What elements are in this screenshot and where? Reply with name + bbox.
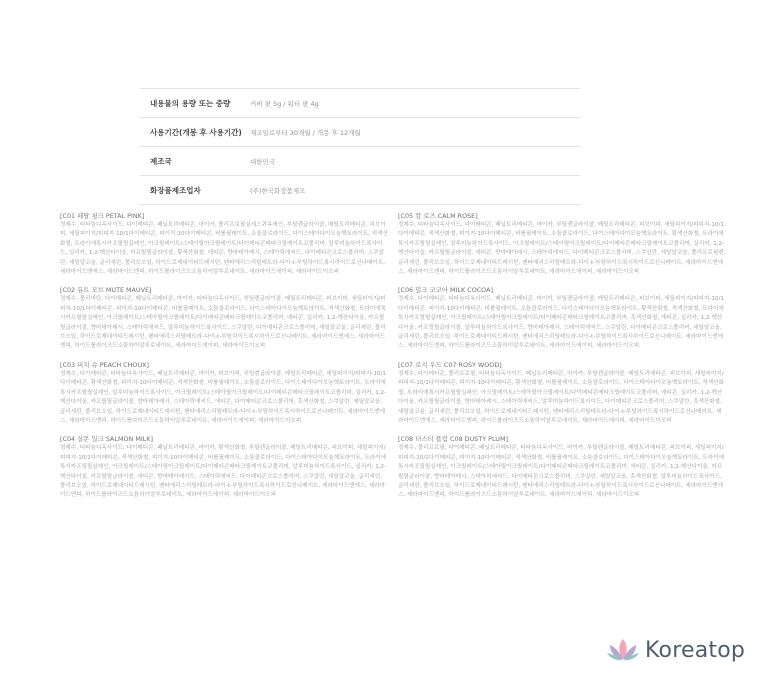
ingredients-left-column — [60, 212, 388, 510]
info-row-manufacturer — [140, 176, 580, 205]
product-info-table — [140, 88, 580, 205]
shade-title: [C07 로지 우드 C07 ROSY WOOD] — [398, 360, 502, 369]
ingredient-list: 정제수, 폴리프로필, 다이메티콘, 페닐트리메티콘, 티타늄디옥사이드, 마이카, 부틸렌글라이콜, 메틸트리메티콘, 피브이피, 세틸피이지/피피지-10/1다이메티콘, 피이지-10다이메티콘, 적색산화철, 비롤필레이트, 소듐클로라이드, 다이스테아다이모늄헥토라이트, 트라이에톡시카프릴릴실레인, 아크릴레이트/스테아릴아크릴레이트/다이메티콘메타크릴레이트코폴리머, 에티콘, 실리카, 1,2-헥산다이올, 카프릴릴글라이콜, 향마테아레시, 스테아릭애씨드, 다이메티콘크로스폴리머, 스쿠알란, 세틸알코올, 흑색산화철, 알루미늄하이드록사이드, 글리세린, 폴리브오일, 하이드로제네이티드레시틴, 펜타에리스리틸테트라-다이-t-부틸하이드록시하이드로신나메이트, 세라마이드엔에스, 세라마이드엔피, 하이드롤라이즈드소듐하이알루로네이트, 세라마이드에이피, 세라마이드이오피 — [398, 445, 725, 499]
logo-text: Koreatop — [645, 637, 746, 663]
ingredient-section-c02 — [60, 286, 388, 351]
info-row-volume — [140, 89, 580, 118]
ingredient-list: 정제수, 티타늄디옥사이드, 다이메티콘, 페닐트리메티콘, 마이카, 황색산화철, 부틸렌글라이콜, 메틸트리메티콘, 피브이피, 세틸피이지/피피지-10/1다이메티콘, 적색산화철, 피이지-10다이메티콘, 비롤필레이트, 소듐클로라이드, 다이스테아다이모늄헥토라이트, 트라이에톡시카프릴릴실레인, 아크릴레이트/스테아릴아크릴레이트/다이메티콘메타크릴레이트코폴리머, 알루미늄하이드록사이드, 실리카, 1,2-헥산다이올, 카프릴릴글라이콜, 에티콘, 향마테아레시드, 스테아릭애씨드, 다이메티콘크로스폴리머, 스쿠알란, 세틸알코올, 글리세린, 폴리브오일, 하이드로제네이티드레시틴, 펜타에리스리틸테트라-다이-t-부틸하이드록시하이드로신나메이트, 세라마이드엔에스, 세라마이드엔피, 하이드롤라이즈드소듐하이알루로네이트, 세라마이드에이피, 세라마이드이오피 — [60, 445, 387, 499]
ingredient-list: 정제수, 다이메티콘, 폴리프로필, 티타늄디옥사이드, 페닐트리메티콘, 마이카, 부틸렌글라이콜, 메틸트리메티콘, 피브이피, 세틸피이지/피피지-10/1다이메티콘, 피이지-10다이메티콘, 황색산화철, 비롤필레이트, 소듐클로라이드, 다이스테아다이모늄헥토라이트, 적색산화철, 트라이에톡시카프릴릴실레인, 아크릴레이트/스테아릴아크릴레이트/다이메티콘메타크릴레이트코폴리머, 에티콘, 실리카, 1,2-헥산다이올, 카프릴릴글라이콜, 향마테아레시, 스테아릭애씨드, 알루미늄하이드록사이드, 다이메티콘크로스폴리머, 스쿠알란, 흑색산화철, 세틸알코올, 글리세린, 폴리브오일, 하이드로제네이티드레시틴, 펜타에리스리틸테트라-다이-t-부틸하이드록시하이드로신나메이트, 세라마이드엔에스, 세라마이드엔피, 하이드롤라이즈드소듐하이알루로네이트, 세라마이드에이피, 세라마이드이오피 — [398, 370, 725, 424]
shade-title: [C01 페탈 핑크 PETAL PINK] — [60, 212, 145, 220]
ingredient-list: 정제수, 다이메티콘, 티타늄디옥사이드, 페닐트리메티콘, 마이카, 피브이피, 부틸렌글라이콜, 메틸트리메티콘, 세틸피이지/피피지-10/1다이메티콘, 황색산화철, 피이지-10다이메티콘, 적색산화철, 비롤필레이트, 소듐클로라이드, 다이스테아다이모늄헥토라이트, 트라이에톡시카프릴릴실레인, 알루미늄하이드록사이드, 아크릴레이트/스테아릴아크릴레이트/다이메티콘메타크릴레이트코폴리머, 실리카, 1,2-헥산다이올, 카프릴릴글라이콜, 향마테아레시, 스테아릭애씨드, 에티콘, 다이메티콘크로스폴리머, 흑색산화철, 스쿠알란, 세틸알코올, 글리세린, 폴리브오일, 하이드로제네이티드레시틴, 펜타에리스리틸테트라-다이-t-부틸하이드록시하이드로신나메이트, 세라마이드엔에스, 세라마이드엔피, 하이드롤라이즈드소듐하이알루로네이트, 세라마이드에이피, 세라마이드이오피 — [60, 370, 387, 424]
info-row-usage-period — [140, 118, 580, 147]
ingredient-section-c05 — [398, 212, 726, 277]
ingredient-section-c01 — [60, 212, 388, 277]
lotus-icon — [606, 636, 640, 664]
shade-title: [C06 밀크 코코아 MILK COCOA] — [398, 286, 493, 295]
ingredient-list: 정제수, 폴리마탄, 다이메티콘, 페닐트리메티콘, 마이카, 티타늄디옥사이드, 부틸렌글라이콜, 메틸트리메티콘, 피브이피, 세틸피이지/피피지-10/1다이메티콘, 피이지-10다이메티콘, 비롤필레이트, 소듐클로라이드, 다이스테아다이모늄헥토라이트, 적색산화철, 트라이에톡시카프릴릴실레인, 아크릴레이트/스테아릴아크릴레이트/다이메티콘메타크릴레이트코폴리머, 에티콘, 실리카, 1,2-헥산다이올, 카프릴릴글라이콜, 향마테아레시, 스테아릭애씨드, 알루미늄하이드록사이드, 스쿠알란, 다이메티콘크로스폴리머, 세틸알코올, 글리세린, 폴리브오일, 하이드로제네이티드레시틴, 펜타에리스리틸테트라-다이-t-부틸하이드록시하이드로신나메이트, 세라마이드엔에스, 세라마이드엔피, 하이드롤라이즈드소듐하이알루로네이트, 세라마이드에이피, 세라마이드이오피 — [60, 296, 387, 350]
info-value: 제조일로부터 30개월 / 개봉 후 12개월 — [250, 128, 361, 137]
ingredient-section-c04 — [60, 435, 388, 500]
info-label: 화장품제조업자 — [150, 185, 201, 195]
shade-title: [C02 뮤트 모브 MUTE MAUVE] — [60, 286, 152, 295]
shade-title: [C04 살몬 밀크 SALMON MILK] — [60, 435, 153, 444]
ingredient-list: 정제수, 다이메티콘, 티타늄디옥사이드, 페닐트리메티콘, 마이카, 부틸렌글라이콜, 메틸트리메티콘, 피브이피, 세틸피이지/피피지-10/1다이메티콘, 피이지-10다이메티콘, 비롤필레이트, 소듐클로라이드, 다이스테아다이모늄헥토라이트, 황색산화철, 적색산화철, 트라이에톡시카프릴릴실레인, 아크릴레이트/스테아릴아크릴레이트/다이메티콘메타크릴레이트코폴리머, 흑색산화철, 에티콘, 실리카, 1,2-헥산다이올, 카프릴릴글라이콜, 알루미늄하이드록사이드, 향마테아레시, 스테아릭애씨드, 스쿠알란, 다이메티콘크로스폴리머, 세틸알코올, 글리세린, 폴리브오일, 하이드로제네이티드레시틴, 펜타에리스리틸테트라-다이-t-부틸하이드록시하이드로신나메이트, 세라마이드엔에스, 세라마이드엔피, 하이드롤라이즈드소듐하이알루로네이트, 세라마이드에이피, 세라마이드이오피 — [398, 296, 724, 350]
info-label: 사용기간(개봉 후 사용기간) — [150, 127, 242, 137]
ingredients-right-column — [398, 212, 726, 510]
info-value: 대한민국 — [250, 157, 276, 166]
info-value: 커버 팟 5g / 워터 팟 4g — [250, 99, 319, 108]
info-row-country — [140, 147, 580, 176]
ingredient-section-c07 — [398, 361, 726, 426]
shade-title: [C03 피치 슈 PEACH CHOUX] — [60, 360, 149, 369]
ingredient-section-c03 — [60, 361, 388, 426]
ingredient-section-c06 — [398, 286, 726, 351]
ingredient-list: 정제수, 티타늄디옥사이드, 다이메티콘, 페닐트리메티콘, 마이카, 부틸렌글라이콜, 메틸트리메티콘, 피브이피, 세틸피이지/피피지-10/1다이메티콘, 적색산화철, 피이지-10다이메티콘, 비롤필레이트, 소듐클로라이드, 다이스테아다이모늄헥토라이트, 황색산화철, 트라이에톡시카프릴릴실레인, 알루미늄하이드록사이드, 아크릴레이트/스테아릴아크릴레이트/다이메티콘메타크릴레이트코폴리머, 실리카, 1,2-헥산다이올, 카프릴릴글라이콜, 에티콘, 향마테아레시, 스테아릭애씨드, 다이메티콘크로스폴리머, 스쿠알란, 세틸알코올, 폴리프로필렌, 글리세린, 폴리브오일, 하이드로제네이티드레시틴, 펜타에리스리틸테트라-다이-t-부틸하이드록시하이드로신나메이트, 세라마이드엔에스, 세라마이드엔피, 하이드롤라이즈드소듐하이알루로네이트, 세라마이드에이피, 세라마이드이오피 — [398, 222, 726, 276]
shade-title: [C08 더스티 플럼 C08 DUSTY PLUM] — [398, 435, 508, 444]
info-value: (주)한국화장품제조 — [250, 186, 306, 195]
koreatop-logo — [606, 636, 745, 664]
ingredient-list: 정제수, 티타늄디옥사이드, 다이메티콘, 페닐트리메티콘, 마이카, 폴리프로필실세스퀴옥세인, 부틸렌글라이콜, 메틸트리메티콘, 피브이피, 세틸피이지/피피지-10/1다이메티콘, 피이지-10다이메티콘, 비롤필레이트, 소듐클로라이드, 다이스테아다이모늄헥토라이트, 적색산화철, 트라이에톡시카프릴릴실레인, 아크릴레이트/스테아릴아크릴레이트/다이메티콘메타크릴레이트코폴리머, 알루미늄하이드록사이드, 실리카, 1,2-헥산다이올, 카프릴릴글라이콜, 황색산화철, 에티콘, 향마테아레시, 스테아릭애씨드, 다이메티콘크로스폴리머, 스쿠알란, 세틸알코올, 글리세린, 폴리브오일, 하이드로제네이티드레시틴, 펜타에리스리틸테트라-다이-t-부틸하이드록시하이드로신나메이트, 세라마이드엔에스, 세라마이드엔피, 하이드롤라이즈드소듐하이알루로네이트, 세라마이드에이피, 세라마이드이오피 — [60, 222, 388, 276]
info-label: 내용물의 용량 또는 중량 — [150, 98, 231, 108]
ingredient-section-c08 — [398, 435, 726, 500]
info-label: 제조국 — [150, 156, 172, 166]
shade-title: [C05 캄 로즈 CALM ROSE] — [398, 212, 478, 220]
